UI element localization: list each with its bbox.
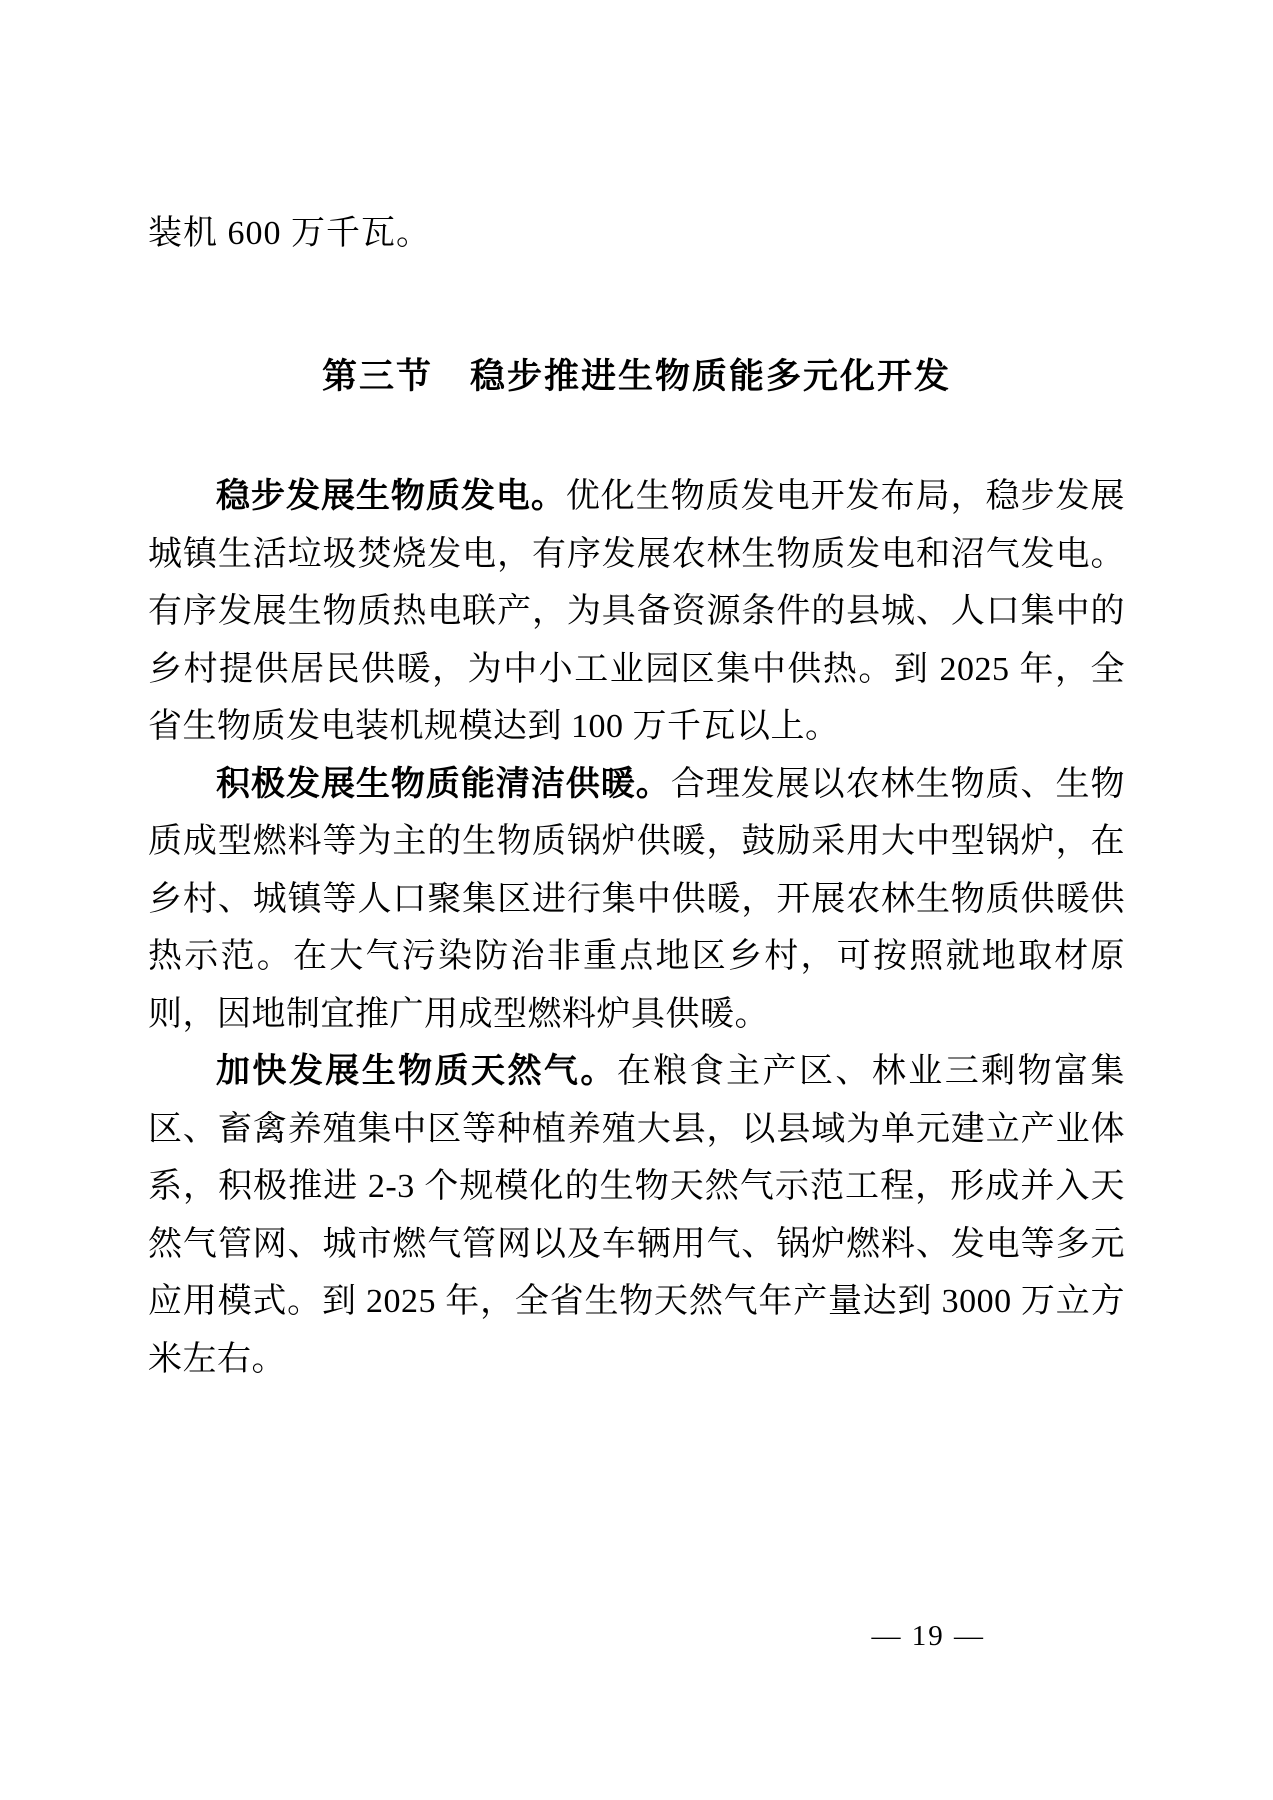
paragraph-body-biogas: 在粮食主产区、林业三剩物富集区、畜禽养殖集中区等种植养殖大县，以县域为单元建立产业体系，积极推进 2-3 个规模化的生物天然气示范工程，形成并入天然气管网、城市燃气管网以及车辆用气、锅炉燃料、发电等多元应用模式。到 2025 年，全省生物天然气年产量达到 3000 万立方米左右。 bbox=[148, 1053, 1125, 1378]
body-text bbox=[148, 468, 1125, 1388]
paragraph-lead-biomass-power: 稳步发展生物质发电。 bbox=[216, 477, 566, 515]
paragraph-lead-biogas: 加快发展生物质天然气。 bbox=[216, 1052, 617, 1090]
paragraph-biogas bbox=[148, 1043, 1125, 1388]
paragraph-clean-heating bbox=[148, 756, 1125, 1044]
paragraph-continuation-line: 装机 600 万千瓦。 bbox=[148, 215, 431, 252]
paragraph-body-biomass-power: 优化生物质发电开发布局，稳步发展城镇生活垃圾焚烧发电，有序发展农林生物质发电和沼气发电。有序发展生物质热电联产，为具备资源条件的县城、人口集中的乡村提供居民供暖，为中小工业园区集中供热。到 2025 年，全省生物质发电装机规模达到 100 万千瓦以上。 bbox=[148, 478, 1126, 745]
paragraph-biomass-power bbox=[148, 468, 1125, 756]
paragraph-body-clean-heating: 合理发展以农林生物质、生物质成型燃料等为主的生物质锅炉供暖，鼓励采用大中型锅炉，在乡村、城镇等人口聚集区进行集中供暖，开展农林生物质供暖供热示范。在大气污染防治非重点地区乡村，可按照就地取材原则，因地制宜推广用成型燃料炉具供暖。 bbox=[148, 765, 1126, 1033]
paragraph-lead-clean-heating: 积极发展生物质能清洁供暖。 bbox=[216, 764, 671, 803]
page-content bbox=[148, 205, 1125, 1388]
section-heading: 第三节 稳步推进生物质能多元化开发 bbox=[321, 356, 951, 396]
page-number: — 19 — bbox=[871, 1620, 985, 1652]
